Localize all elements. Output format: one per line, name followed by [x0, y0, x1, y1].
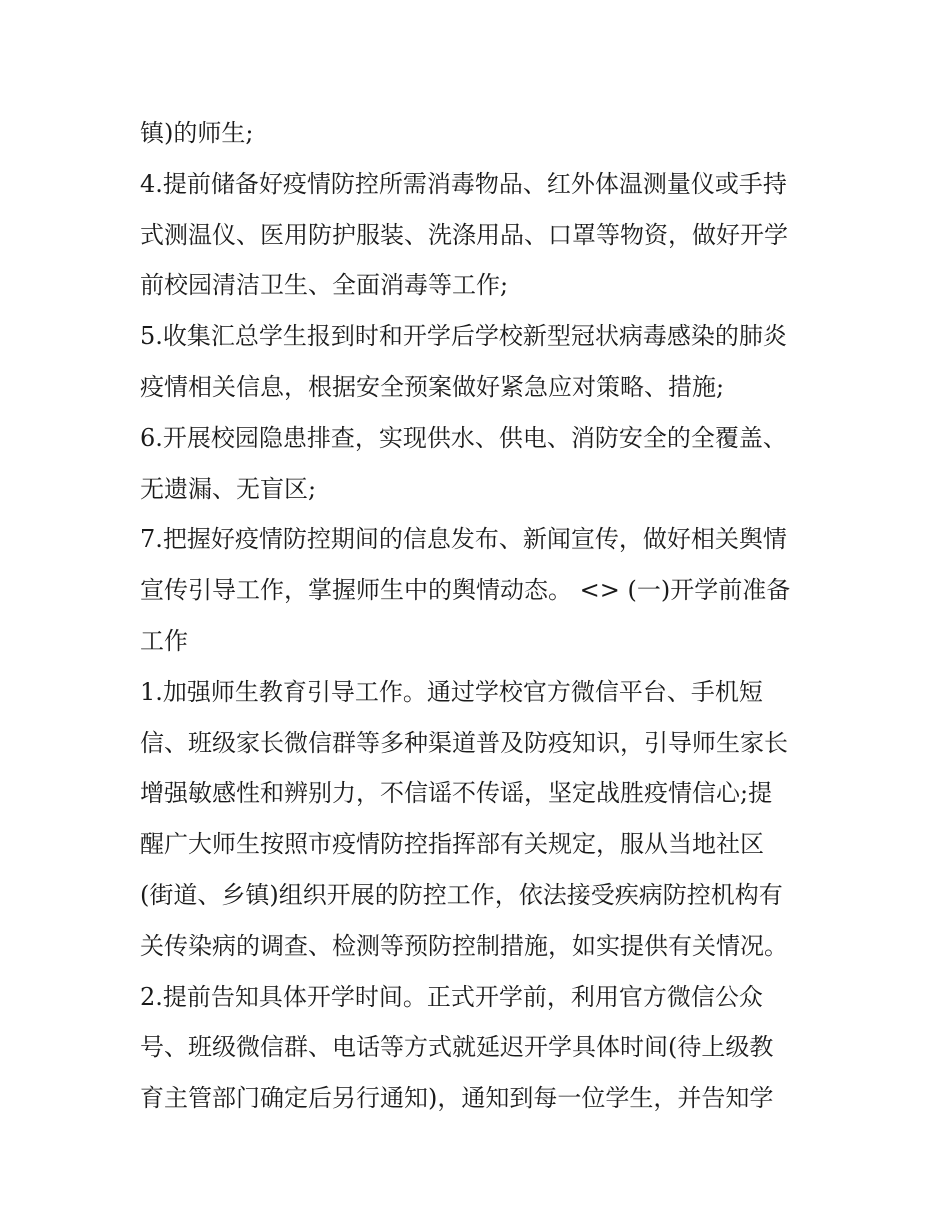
- text-line: 前校园清洁卫生、全面消毒等工作;: [140, 271, 509, 300]
- text-line: 4.提前储备好疫情防控所需消毒物品、红外体温测量仪或手持: [140, 169, 787, 198]
- text-line: 式测温仪、医用防护服装、洗涤用品、口罩等物资，做好开学: [140, 220, 788, 249]
- text-line: 宣传引导工作，掌握师生中的舆情动态。 <> (一)开学前准备: [140, 576, 791, 605]
- text-line: 信、班级家长微信群等多种渠道普及防疫知识，引导师生家长: [140, 728, 788, 757]
- text-line: 号、班级微信群、电话等方式就延迟开学具体时间(待上级教: [140, 1033, 774, 1062]
- text-line: 工作: [140, 626, 188, 655]
- text-line: 2.提前告知具体开学时间。正式开学前，利用官方微信公众: [140, 982, 763, 1011]
- text-line: 5.收集汇总学生报到时和开学后学校新型冠状病毒感染的肺炎: [140, 322, 787, 351]
- text-line: 6.开展校园隐患排查，实现供水、供电、消防安全的全覆盖、: [140, 423, 787, 452]
- text-line: 疫情相关信息，根据安全预案做好紧急应对策略、措施;: [140, 372, 725, 401]
- text-line: 镇)的师生;: [140, 119, 254, 147]
- text-line: 关传染病的调查、检测等预防控制措施，如实提供有关情况。: [140, 931, 788, 960]
- text-line: 7.把握好疫情防控期间的信息发布、新闻宣传，做好相关舆情: [140, 525, 787, 554]
- text-line: 增强敏感性和辨别力，不信谣不传谣，坚定战胜疫情信心;提: [140, 779, 773, 808]
- text-line: 无遗漏、无盲区;: [140, 474, 317, 503]
- text-line: 1.加强师生教育引导工作。通过学校官方微信平台、手机短: [140, 677, 763, 706]
- text-line: 醒广大师生按照市疫情防控指挥部有关规定，服从当地社区: [140, 830, 764, 859]
- text-line: 育主管部门确定后另行通知)，通知到每一位学生，并告知学: [140, 1084, 774, 1113]
- text-line: (街道、乡镇)组织开展的防控工作，依法接受疾病防控机构有: [140, 880, 783, 909]
- document-body: [140, 108, 830, 1124]
